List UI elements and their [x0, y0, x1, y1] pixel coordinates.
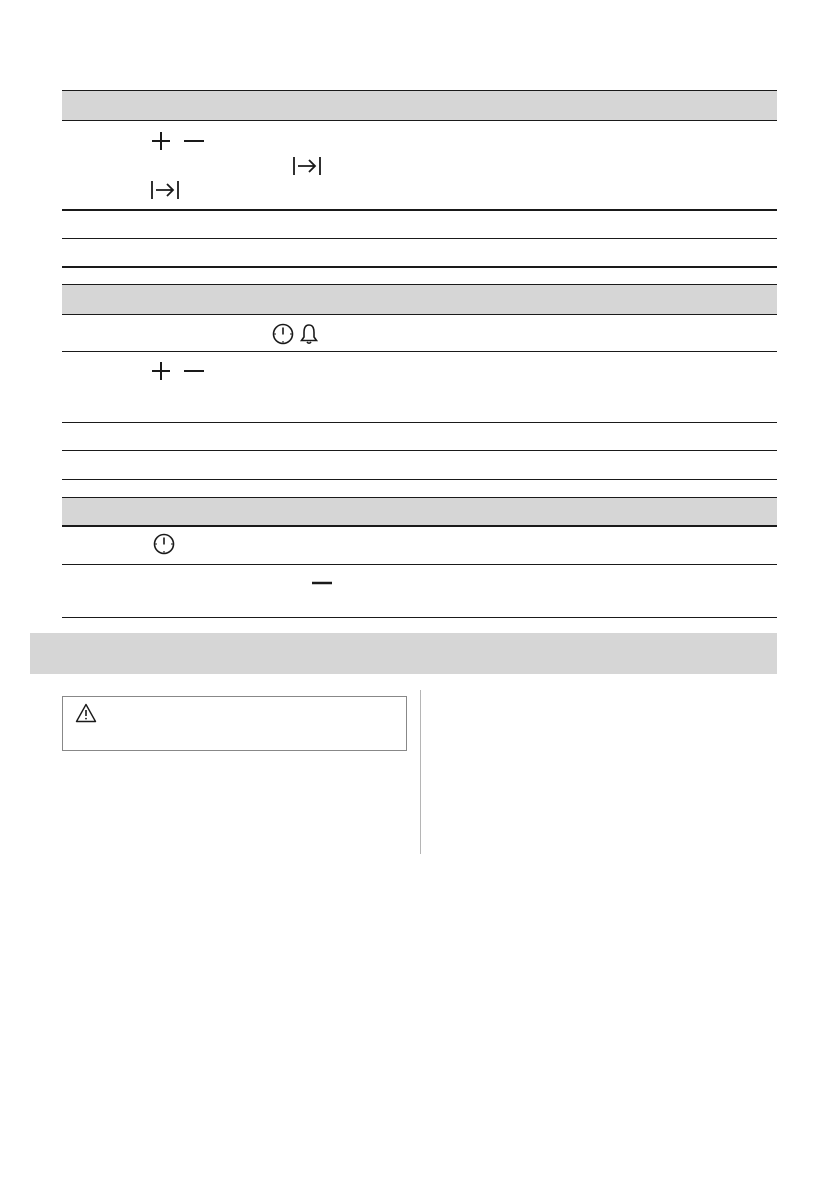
- clock-icon: [272, 323, 294, 345]
- table-2-top-rule: [62, 284, 777, 285]
- table-1-header-band: [62, 90, 777, 120]
- table-1-bottom-rule: [62, 266, 777, 268]
- table-1-top-rule: [62, 90, 777, 91]
- minus-icon: [311, 573, 333, 593]
- table-2-header-band: [62, 284, 777, 314]
- table-1-row-rule: [62, 238, 777, 239]
- table-2-header-rule: [62, 314, 777, 315]
- table-3-header-rule: [62, 525, 777, 527]
- section-header-band: [30, 633, 777, 674]
- table-2-bottom-rule: [62, 479, 777, 480]
- skip-to-end-icon: [150, 180, 180, 200]
- plus-icon: [151, 361, 171, 381]
- plus-icon: [151, 131, 171, 151]
- table-3-bottom-rule: [62, 617, 777, 618]
- column-divider: [420, 690, 421, 854]
- table-2-row-rule: [62, 422, 777, 423]
- warning-box: [62, 696, 407, 751]
- table-1-header-rule: [62, 120, 777, 121]
- table-3-row-rule: [62, 564, 777, 565]
- table-2-row-rule: [62, 450, 777, 451]
- table-3-header-band: [62, 497, 777, 526]
- minus-icon: [183, 361, 205, 381]
- warning-triangle-icon: [75, 703, 97, 723]
- bell-icon: [298, 323, 320, 345]
- minus-icon: [183, 131, 205, 151]
- table-3-top-rule: [62, 497, 777, 498]
- skip-to-end-icon: [292, 156, 322, 176]
- table-1-row-rule: [62, 209, 777, 211]
- table-2-row-rule: [62, 351, 777, 352]
- clock-icon: [153, 533, 175, 555]
